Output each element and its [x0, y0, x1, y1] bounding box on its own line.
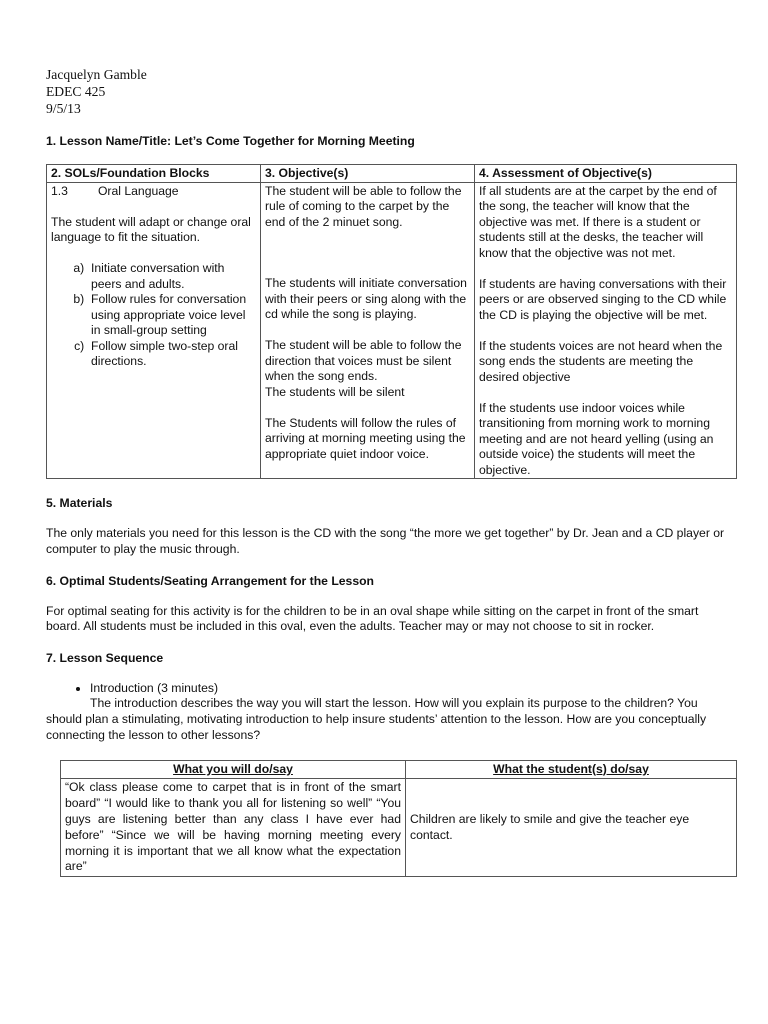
list-item: b. Follow rules for conversation using appropriate voice level in small-group setting: [91, 292, 256, 339]
sol-name: Oral Language: [97, 183, 179, 198]
lesson-title: 1. Lesson Name/Title: Let’s Come Together for Morning Meeting: [46, 134, 415, 148]
sol-items-list: [51, 261, 256, 370]
activity-table-header-row: [61, 760, 737, 779]
seating-text: For optimal seating for this activity is for the children to be in an oval shape while sitting on the carpet in front of the smart board. All students must be included in this oval, even the adults. Teacher may or may not choose to sit in rocker.: [46, 603, 699, 634]
objective-1: The student will be able to follow the rule of coming to the carpet by the end of the 2 minuet song.: [265, 183, 462, 229]
list-item: • Introduction (3 minutes): [90, 680, 736, 696]
plan-table-body-row: [47, 182, 737, 479]
sol-line: [51, 184, 256, 200]
sol-statement: The student will adapt or change oral language to fit the situation.: [51, 214, 251, 244]
lesson-plan-table: [46, 164, 737, 479]
col-header-teacher: What you will do/say: [61, 760, 406, 779]
assessment-cell: [475, 182, 737, 479]
col-header-assessment: 4. Assessment of Objective(s): [475, 165, 737, 183]
intro-description: The introduction describes the way you will start the lesson. How will you explain its purpose to the children? You should plan a stimulating, motivating introduction to help insure students’ attention to the lesson. How are you conceptually connecting the lesson to other lessons?: [46, 696, 707, 742]
list-item: c. Follow simple two-step oral directions.: [91, 339, 256, 370]
objective-4: The students will be silent: [265, 384, 405, 399]
col-header-objectives: 3. Objective(s): [261, 165, 475, 183]
objective-3: The student will be able to follow the direction that voices must be silent when the song ends.: [265, 338, 462, 383]
intro-activity-table: [60, 760, 737, 878]
assessment-2: If students are having conversations with their peers or are observed singing to the CD while the CD is playing the objective will be met.: [479, 276, 727, 322]
document-page: [46, 66, 736, 877]
assessment-3: If the students voices are not heard when the song ends the students are meeting the desired objective: [479, 338, 723, 384]
date: 9/5/13: [46, 101, 81, 116]
course-code: EDEC 425: [46, 84, 106, 99]
sols-cell: [47, 182, 261, 479]
assessment-1: If all students are at the carpet by the end of the song, the teacher will know that the objective was met. If there is a student or students still at the desks, the teacher will know that the objective was not met.: [479, 183, 717, 260]
student-response-cell: Children are likely to smile and give the teacher eye contact.: [406, 779, 737, 877]
objectives-cell: [261, 182, 475, 479]
table-row: [61, 779, 737, 877]
list-item: a. Initiate conversation with peers and adults.: [91, 261, 256, 292]
objective-2: The students will initiate conversation with their peers or sing along with the cd while the song is playing.: [265, 276, 467, 321]
sequence-bullets: [46, 680, 736, 696]
objective-5: The Students will follow the rules of arriving at morning meeting using the appropriate quiet indoor voice.: [265, 415, 466, 461]
col-header-sols: 2. SOLs/Foundation Blocks: [47, 165, 261, 183]
teacher-says-cell: “Ok class please come to carpet that is in front of the smart board” “I would like to thank you all for listening so well” “You guys are listening better than any class I have ever had before” “Since we will be having morning meeting every morning it is important that we all know what the expectation are”: [61, 779, 406, 877]
sequence-heading: 7. Lesson Sequence: [46, 651, 164, 666]
col-header-student: What the student(s) do/say: [406, 760, 737, 779]
sol-number: 1.3: [51, 183, 68, 198]
seating-heading: 6. Optimal Students/Seating Arrangement for the Lesson: [46, 573, 374, 588]
plan-table-header-row: [47, 165, 737, 183]
materials-text: The only materials you need for this lesson is the CD with the song “the more we get together” by Dr. Jean and a CD player or computer to play the music through.: [46, 526, 725, 556]
assessment-4: If the students use indoor voices while transitioning from morning work to morning meeting and are not heard yelling (using an outside voice) the students will meet the objective.: [479, 400, 714, 477]
materials-heading: 5. Materials: [46, 496, 113, 510]
student-name: Jacquelyn Gamble: [46, 67, 147, 82]
